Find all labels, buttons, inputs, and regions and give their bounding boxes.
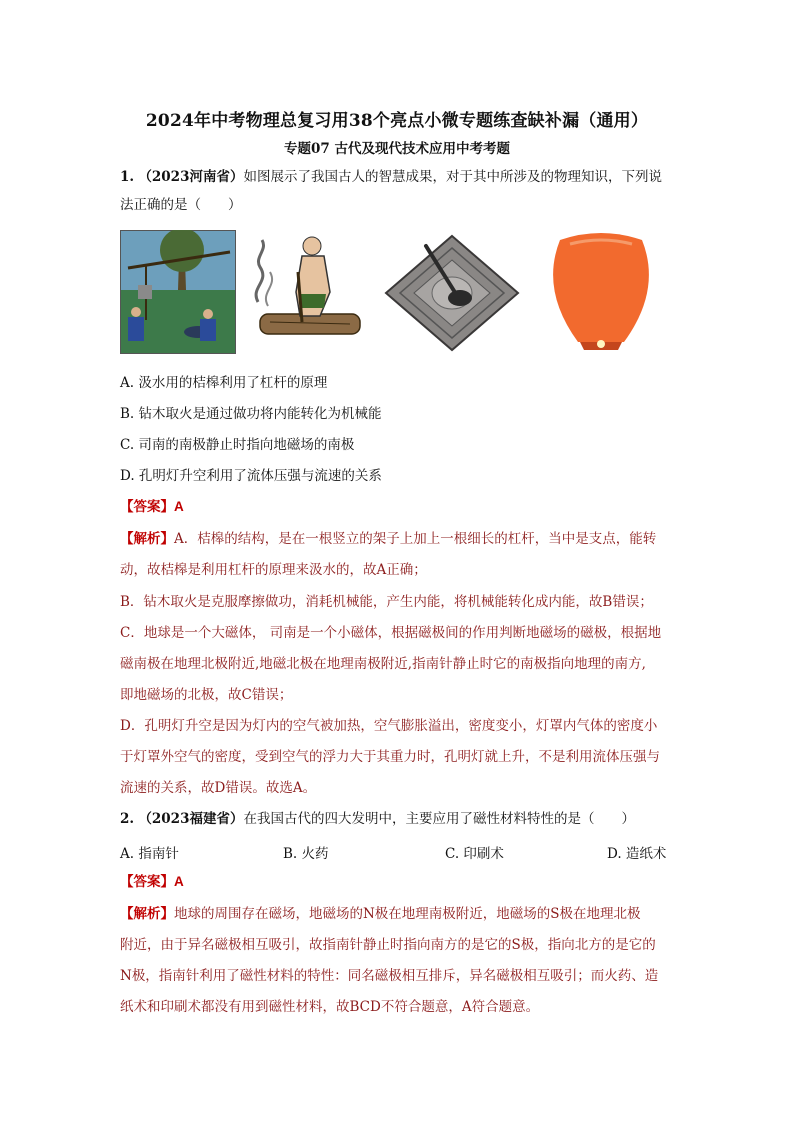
q2-option-b[interactable]: B. 火药: [283, 846, 329, 862]
q1-analysis-tag: 【解析】: [120, 531, 174, 547]
drill-fire-image: [250, 232, 364, 352]
q2-option-d[interactable]: D. 造纸术: [607, 846, 667, 862]
document-subtitle: 专题07 古代及现代技术应用中考考题: [284, 141, 510, 157]
document-title: 2024年中考物理总复习用38个亮点小微专题练查缺补漏（通用）: [145, 111, 649, 131]
q1-analysis-line: 【解析】A．桔槔的结构，是在一根竖立的架子上加上一根细长的杠杆，当中是支点，能转: [120, 531, 657, 547]
q1-analysis-line: 磁南极在地理北极附近,地磁北极在地理南极附近,指南针静止时它的南极指向地理的南方,: [120, 656, 646, 672]
q1-analysis-line: B．钻木取火是克服摩擦做功，消耗机械能，产生内能，将机械能转化成内能，故B错误；: [120, 594, 653, 610]
q1-option-a[interactable]: A. 汲水用的桔槔利用了杠杆的原理: [120, 375, 328, 391]
q2-answer-tag: 【答案】: [120, 874, 174, 890]
q2-answer: [120, 873, 184, 891]
q2-analysis-line: N极，指南针利用了磁性材料的特性：同名磁极相互排斥，异名磁极相互吸引；而火药、造: [120, 968, 659, 984]
q1-stem-text: 如图展示了我国古人的智慧成果，对于其中所涉及的物理知识，下列说: [243, 169, 662, 185]
q1-stem-line2: 法正确的是（ ）: [120, 197, 242, 213]
q2-number: 2.: [120, 811, 135, 827]
q1-option-d[interactable]: D. 孔明灯升空利用了流体压强与流速的关系: [120, 468, 382, 484]
q1-analysis-line: 即地磁场的北极，故C错误；: [120, 687, 293, 703]
q1-answer-tag: 【答案】: [120, 499, 174, 515]
q2-option-a[interactable]: A. 指南针: [120, 846, 179, 862]
q1-number: 1.: [120, 169, 135, 185]
q1-option-b[interactable]: B. 钻木取火是通过做功将内能转化为机械能: [120, 406, 382, 422]
q1-analysis-line: C．地球是一个大磁体， 司南是一个小磁体，根据磁极间的作用判断地磁场的磁极，根据地: [120, 625, 662, 641]
q2-analysis-line: 附近，由于异名磁极相互吸引，故指南针静止时指向南方的是它的S极，指向北方的是它的: [120, 937, 656, 953]
q1-stem-line1: [120, 168, 662, 186]
q2-option-c[interactable]: C. 印刷术: [445, 846, 504, 862]
sky-lantern-image: [540, 230, 662, 358]
well-sweep-image: [120, 230, 236, 354]
q2-stem: [120, 810, 635, 828]
q1-analysis-line: 流速的关系，故D错误。故选A。: [120, 780, 317, 796]
q1-source: （2023河南省）: [138, 169, 244, 185]
q1-answer-value: A: [174, 499, 184, 514]
q2-stem-text: 在我国古代的四大发明中，主要应用了磁性材料特性的是（ ）: [243, 811, 635, 827]
q1-answer: [120, 498, 184, 516]
q2-source: （2023福建省）: [138, 811, 244, 827]
q2-analysis-line: 【解析】地球的周围存在磁场，地磁场的N极在地理南极附近，地磁场的S极在地理北极: [120, 906, 641, 922]
q2-answer-value: A: [174, 874, 184, 889]
q2-analysis-tag: 【解析】: [120, 906, 174, 922]
q1-option-c[interactable]: C. 司南的南极静止时指向地磁场的南极: [120, 437, 355, 453]
q1-analysis-line: D．孔明灯升空是因为灯内的空气被加热，空气膨胀溢出，密度变小，灯罩内气体的密度小: [120, 718, 658, 734]
q2-analysis-line: 纸术和印刷术都没有用到磁性材料，故BCD不符合题意，A符合题意。: [120, 999, 540, 1015]
q1-analysis-line: 于灯罩外空气的密度，受到空气的浮力大于其重力时，孔明灯就上升，不是利用流体压强与: [120, 749, 660, 765]
q1-analysis-line: 动，故桔槔是利用杠杆的原理来汲水的，故A正确；: [120, 562, 427, 578]
compass-sinan-image: [382, 232, 522, 354]
